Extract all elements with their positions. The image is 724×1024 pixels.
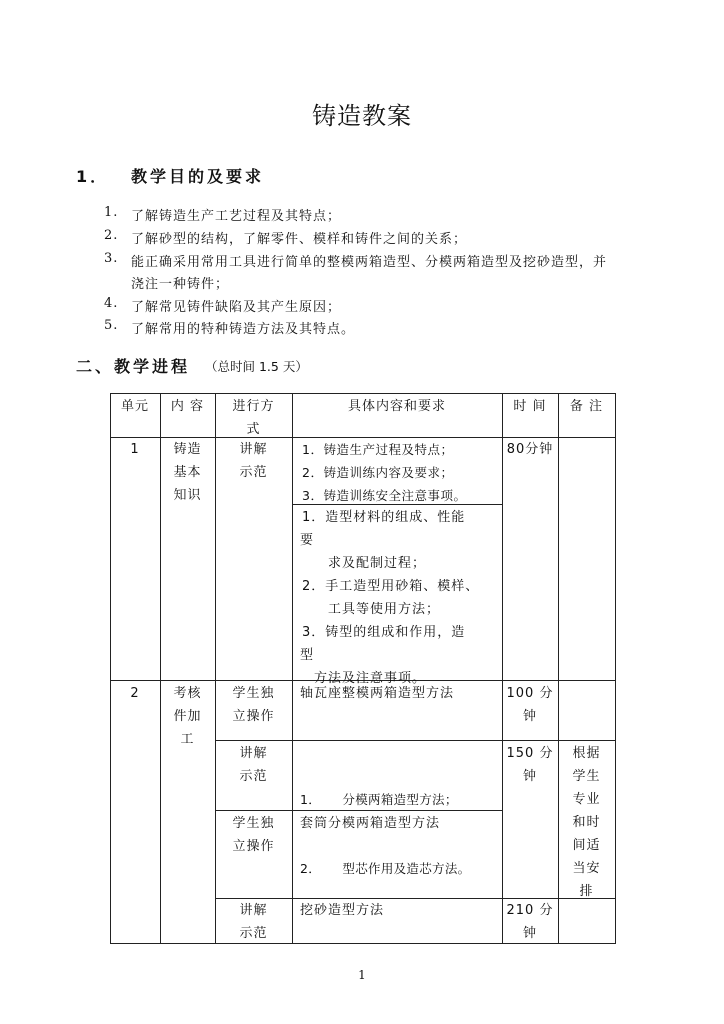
row2-sub3-method: 学生独 立操作 <box>232 816 275 854</box>
section2-title: 二、教学进程 <box>76 357 191 376</box>
header-unit: 单元 <box>120 399 149 414</box>
objective-text: 了解铸造生产工艺过程及其特点； <box>131 209 342 224</box>
header-time: 时 间 <box>513 399 547 414</box>
header-detail: 具体内容和要求 <box>347 399 446 414</box>
objective-text-continued: 浇注一种铸件； <box>131 277 230 292</box>
row2-sub2-method: 讲解 示范 <box>239 746 268 784</box>
row2-remark: 根据 学生 专业 和时 间适 当安 排 <box>572 746 601 899</box>
objective-number: 4. <box>104 296 119 311</box>
page-number: 1 <box>358 968 366 982</box>
row2-sub4-time: 210 分 钟 <box>506 903 554 941</box>
objective-text: 能正确采用常用工具进行简单的整模两箱造型、分模两箱造型及挖砂造型，并 <box>131 255 608 270</box>
row2-sub4-detail: 挖砂造型方法 <box>300 903 385 918</box>
objective-number: 5. <box>104 318 119 333</box>
row1-detail-b: 1．造型材料的组成、性能 要 求及配制过程； 2．手工造型用砂箱、模样、 工具等使用方法； 3．铸型的组成和作用，造 型 方法及注意事项。 <box>300 510 480 686</box>
objective-number: 2. <box>104 228 119 243</box>
objective-text: 了解常见铸件缺陷及其产生原因； <box>131 300 342 315</box>
row2-unit: 2 <box>130 686 140 701</box>
section2-total-time: （总时间 1.5 天） <box>205 359 308 374</box>
row1-content: 铸造 基本 知识 <box>173 442 202 503</box>
header-remark: 备 注 <box>569 399 604 414</box>
header-content: 内 容 <box>170 399 205 414</box>
row2-sub1-time: 100 分 钟 <box>506 686 554 724</box>
row1-detail-a: 1．铸造生产过程及特点； 2．铸造训练内容及要求； 3．铸造训练安全注意事项。 <box>302 442 467 503</box>
table-border <box>110 393 615 394</box>
header-method: 进行方 式 <box>232 399 275 437</box>
row1-unit: 1 <box>130 442 140 457</box>
table-border <box>615 393 616 944</box>
objective-text: 了解常用的特种铸造方法及其特点。 <box>131 322 356 337</box>
table-border <box>292 393 293 944</box>
objective-number: 1. <box>104 205 119 220</box>
row2-sub2-detail: 1． 分模两箱造型方法； 2． 型芯作用及造芯方法。 <box>300 792 471 876</box>
objective-number: 3. <box>104 251 119 266</box>
row2-sub4-method: 讲解 示范 <box>239 903 268 941</box>
row2-sub3-detail: 套筒分模两箱造型方法 <box>300 816 441 831</box>
section1-title: 教学目的及要求 <box>131 167 265 186</box>
row2-content: 考核 件加 工 <box>173 686 202 747</box>
document-title: 铸造教案 <box>312 102 412 130</box>
table-border <box>502 393 503 944</box>
row1-method: 讲解 示范 <box>239 442 268 480</box>
table-border <box>110 393 111 944</box>
objective-text: 了解砂型的结构，了解零件、模样和铸件之间的关系； <box>131 232 468 247</box>
section1-number: 1． <box>76 167 110 186</box>
table-border <box>215 740 615 741</box>
row2-sub1-method: 学生独 立操作 <box>232 686 275 724</box>
row1-time: 80分钟 <box>506 442 554 457</box>
row2-sub2-time: 150 分 钟 <box>506 746 554 784</box>
row2-sub1-detail: 轴瓦座整模两箱造型方法 <box>300 686 455 701</box>
